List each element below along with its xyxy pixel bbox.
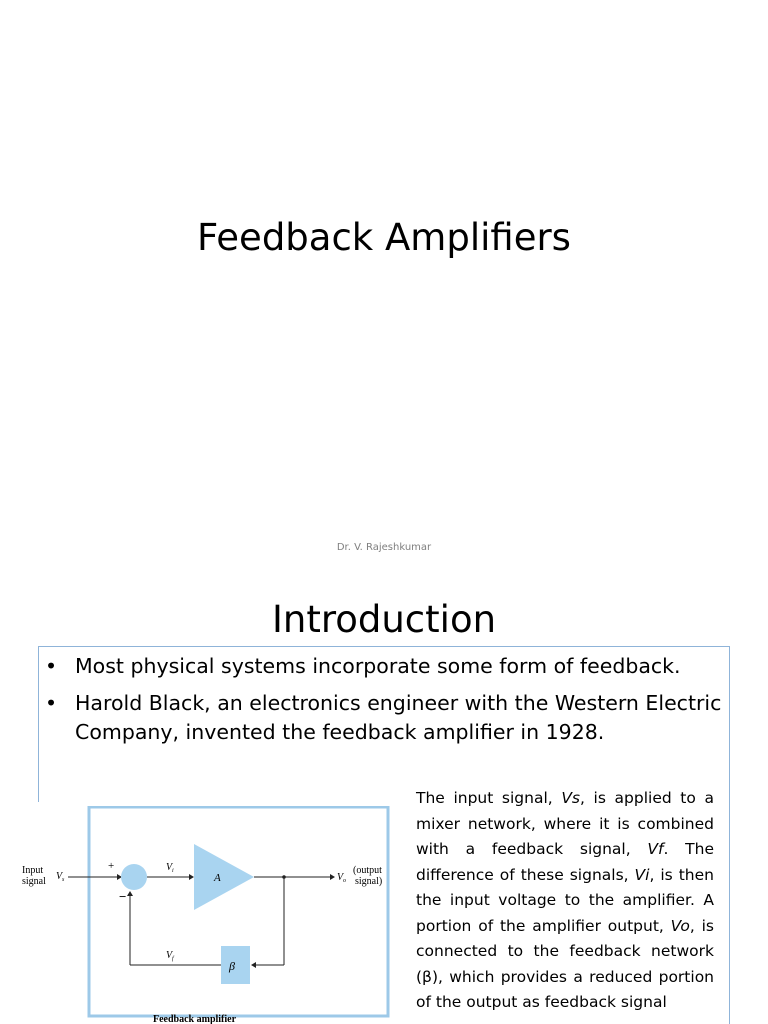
- beta-symbol: β: [229, 959, 235, 973]
- bullet-item: [45, 652, 725, 681]
- bullet-icon: •: [45, 691, 58, 715]
- introduction-slide: [0, 576, 768, 1024]
- vi-symbol: V: [166, 862, 173, 873]
- vo-symbol: V: [337, 872, 344, 883]
- beta-block: [221, 946, 250, 984]
- bullet-item: [45, 689, 725, 747]
- bullet-text: Most physical systems incorporate some form of feedback.: [75, 654, 681, 678]
- slide-title: Introduction: [271, 598, 497, 641]
- arrowhead: [189, 874, 194, 880]
- feedback-amplifier-diagram: [18, 806, 398, 1024]
- vf-subscript: f: [172, 956, 174, 962]
- diagram-caption: Feedback amplifier: [153, 1014, 237, 1024]
- bullet-icon: •: [45, 654, 58, 678]
- arrowhead: [330, 874, 335, 880]
- vs-symbol: V: [56, 871, 63, 882]
- description-paragraph: The input signal, Vs, is applied to a mixer network, where it is combined with a feedback signal, Vf. The difference of these signals, Vi, is then the input voltage to the amplifier. A portion of the amplifier output, Vo, is connected to the feedback network (β), which provides a reduced portion of the output as feedback signal: [416, 789, 715, 1011]
- diagram-frame: [89, 807, 388, 1016]
- input-label: signal: [22, 876, 46, 887]
- bullet-text: Harold Black, an electronics engineer with the Western Electric Company, invented the feedback amplifier in 1928.: [75, 691, 722, 744]
- vf-symbol: V: [166, 950, 173, 961]
- mixer-circle: [121, 864, 147, 890]
- vo-subscript: o: [343, 878, 346, 884]
- vs-subscript: s: [62, 877, 65, 883]
- bullet-list: [45, 652, 725, 755]
- amp-gain: A: [214, 872, 221, 884]
- minus-sign: −: [119, 889, 127, 904]
- output-label: (output: [353, 865, 382, 876]
- arrowhead: [127, 891, 133, 896]
- output-label: signal): [355, 876, 383, 887]
- input-label: Input: [22, 865, 44, 876]
- author-footer: Dr. V. Rajeshkumar: [336, 542, 432, 553]
- vi-subscript: i: [172, 868, 174, 874]
- slide-title: Feedback Amplifiers: [197, 216, 571, 259]
- arrowhead: [251, 962, 256, 968]
- plus-sign: +: [108, 860, 115, 872]
- amplifier-triangle: [194, 844, 254, 910]
